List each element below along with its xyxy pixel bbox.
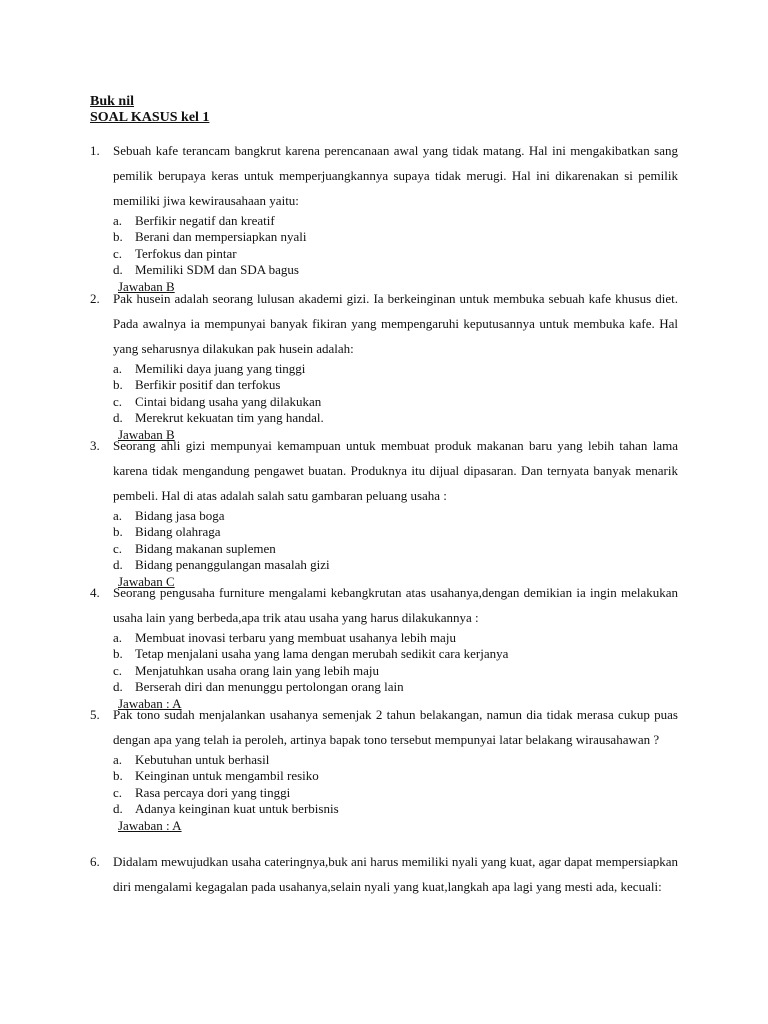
option-letter: b. <box>113 524 123 540</box>
option-letter: d. <box>113 410 123 426</box>
question-number: 1. <box>90 143 100 158</box>
document-title: Buk nil <box>90 94 134 109</box>
option-text: Rasa percaya dori yang tinggi <box>135 784 291 800</box>
option-text: Berfikir negatif dan kreatif <box>135 213 275 228</box>
option-letter: b. <box>113 229 123 245</box>
option-letter: c. <box>113 662 123 678</box>
option-c <box>90 246 678 262</box>
question-number: 2. <box>90 291 100 306</box>
question-2 <box>90 286 678 442</box>
option-text: Berani dan mempersiapkan nyali <box>135 229 307 245</box>
question-5 <box>90 702 678 833</box>
answer-key: Jawaban : A <box>118 695 182 711</box>
question-text: Pak husein adalah seorang lulusan akademi gizi. Ia berkeinginan untuk membuka sebuah kafe khusus diet. Pada awalnya ia mempunyai banyak fikiran yang mempengaruhi keputusannya untuk membuka kafe. Hal yang seharusnya dilakukan pak husein adalah: <box>113 291 678 356</box>
option-text: Keinginan untuk mengambil resiko <box>135 768 319 784</box>
option-c <box>90 663 678 679</box>
answer-key: Jawaban : A <box>118 817 182 833</box>
option-letter: a. <box>113 361 123 376</box>
option-letter: c. <box>113 245 123 261</box>
option-text: Adanya keinginan kuat untuk berbisnis <box>135 801 339 817</box>
option-text: Tetap menjalani usaha yang lama dengan merubah sedikit cara kerjanya <box>135 646 509 662</box>
option-letter: d. <box>113 262 123 278</box>
option-list <box>90 630 678 696</box>
option-text: Bidang makanan suplemen <box>135 540 276 556</box>
option-letter: d. <box>113 679 123 695</box>
question-4 <box>90 580 678 711</box>
option-list <box>90 213 678 279</box>
question-text: Didalam mewujudkan usaha cateringnya,buk ani harus memiliki nyali yang kuat, agar dapat mempersiapkan diri mengalami kegagalan pada usahanya,selain nyali yang kuat,langkah apa lagi yang mesti ada, kecuali: <box>113 854 678 894</box>
option-text: Menjatuhkan usaha orang lain yang lebih maju <box>135 662 380 678</box>
answer-key: Jawaban B <box>118 278 175 294</box>
option-c <box>90 541 678 557</box>
option-letter: a. <box>113 213 123 228</box>
option-a <box>90 361 678 377</box>
option-text: Cintai bidang usaha yang dilakukan <box>135 393 322 409</box>
option-a <box>90 213 678 229</box>
option-b <box>90 229 678 245</box>
option-letter: c. <box>113 784 123 800</box>
option-letter: d. <box>113 801 123 817</box>
document-header <box>90 94 209 126</box>
question-1 <box>90 138 678 294</box>
question-stem <box>90 286 678 361</box>
question-stem <box>90 433 678 508</box>
answer-key: Jawaban B <box>118 426 175 442</box>
question-number: 4. <box>90 585 100 600</box>
option-letter: c. <box>113 393 123 409</box>
option-text: Merekrut kekuatan tim yang handal. <box>135 410 324 426</box>
option-text: Bidang penanggulangan masalah gizi <box>135 557 330 573</box>
option-d <box>90 557 678 573</box>
option-text: Memiliki daya juang yang tinggi <box>135 361 306 376</box>
option-letter: a. <box>113 508 123 523</box>
option-text: Berserah diri dan menunggu pertolongan orang lain <box>135 679 404 695</box>
option-c <box>90 394 678 410</box>
question-number: 6. <box>90 854 100 869</box>
question-number: 5. <box>90 707 100 722</box>
option-list <box>90 752 678 818</box>
question-stem <box>90 138 678 213</box>
question-stem <box>90 580 678 630</box>
option-letter: a. <box>113 630 123 645</box>
question-stem <box>90 849 678 899</box>
option-text: Bidang olahraga <box>135 524 221 540</box>
option-b <box>90 646 678 662</box>
option-text: Bidang jasa boga <box>135 508 225 523</box>
option-letter: b. <box>113 377 123 393</box>
option-d <box>90 262 678 278</box>
question-text: Sebuah kafe terancam bangkrut karena perencanaan awal yang tidak matang. Hal ini mengakibatkan sang pemilik berupaya keras untuk memperjuangkannya supaya tidak merugi. Hal ini dikarenakan si pemilik memiliki jiwa kewirausahaan yaitu: <box>113 143 678 208</box>
option-list <box>90 508 678 574</box>
option-letter: b. <box>113 768 123 784</box>
question-text: Seorang pengusaha furniture mengalami kebangkrutan atas usahanya,dengan demikian ia ingin melakukan usaha lain yang berbeda,apa trik atau usaha yang harus dilakukannya : <box>113 585 678 625</box>
document-subtitle: SOAL KASUS kel 1 <box>90 110 210 125</box>
option-text: Membuat inovasi terbaru yang membuat usahanya lebih maju <box>135 630 456 645</box>
option-letter: d. <box>113 557 123 573</box>
option-text: Terfokus dan pintar <box>135 245 237 261</box>
option-letter: b. <box>113 646 123 662</box>
option-d <box>90 410 678 426</box>
option-letter: c. <box>113 540 123 556</box>
answer-key: Jawaban C <box>118 573 175 589</box>
option-text: Memiliki SDM dan SDA bagus <box>135 262 299 278</box>
question-3 <box>90 433 678 589</box>
option-d <box>90 679 678 695</box>
option-list <box>90 361 678 427</box>
question-number: 3. <box>90 438 100 453</box>
question-text: Seorang ahli gizi mempunyai kemampuan untuk membuat produk makanan baru yang lebih tahan lama karena tidak mengandung pengawet buatan. Produknya itu dijual dipasaran. Dan ternyata banyak menarik pembeli. Hal di atas adalah salah satu gambaran peluang usaha : <box>113 438 678 503</box>
option-b <box>90 524 678 540</box>
option-letter: a. <box>113 752 123 767</box>
option-a <box>90 630 678 646</box>
option-d <box>90 801 678 817</box>
option-a <box>90 508 678 524</box>
option-b <box>90 768 678 784</box>
option-b <box>90 377 678 393</box>
question-6 <box>90 849 678 899</box>
question-text: Pak tono sudah menjalankan usahanya semenjak 2 tahun belakangan, namun dia tidak merasa cukup puas dengan apa yang telah ia peroleh, artinya bapak tono tersebut mempunyai latar belakang wirausahawan ? <box>113 707 678 747</box>
option-a <box>90 752 678 768</box>
option-text: Berfikir positif dan terfokus <box>135 377 281 393</box>
question-stem <box>90 702 678 752</box>
option-text: Kebutuhan untuk berhasil <box>135 752 270 767</box>
option-c <box>90 785 678 801</box>
